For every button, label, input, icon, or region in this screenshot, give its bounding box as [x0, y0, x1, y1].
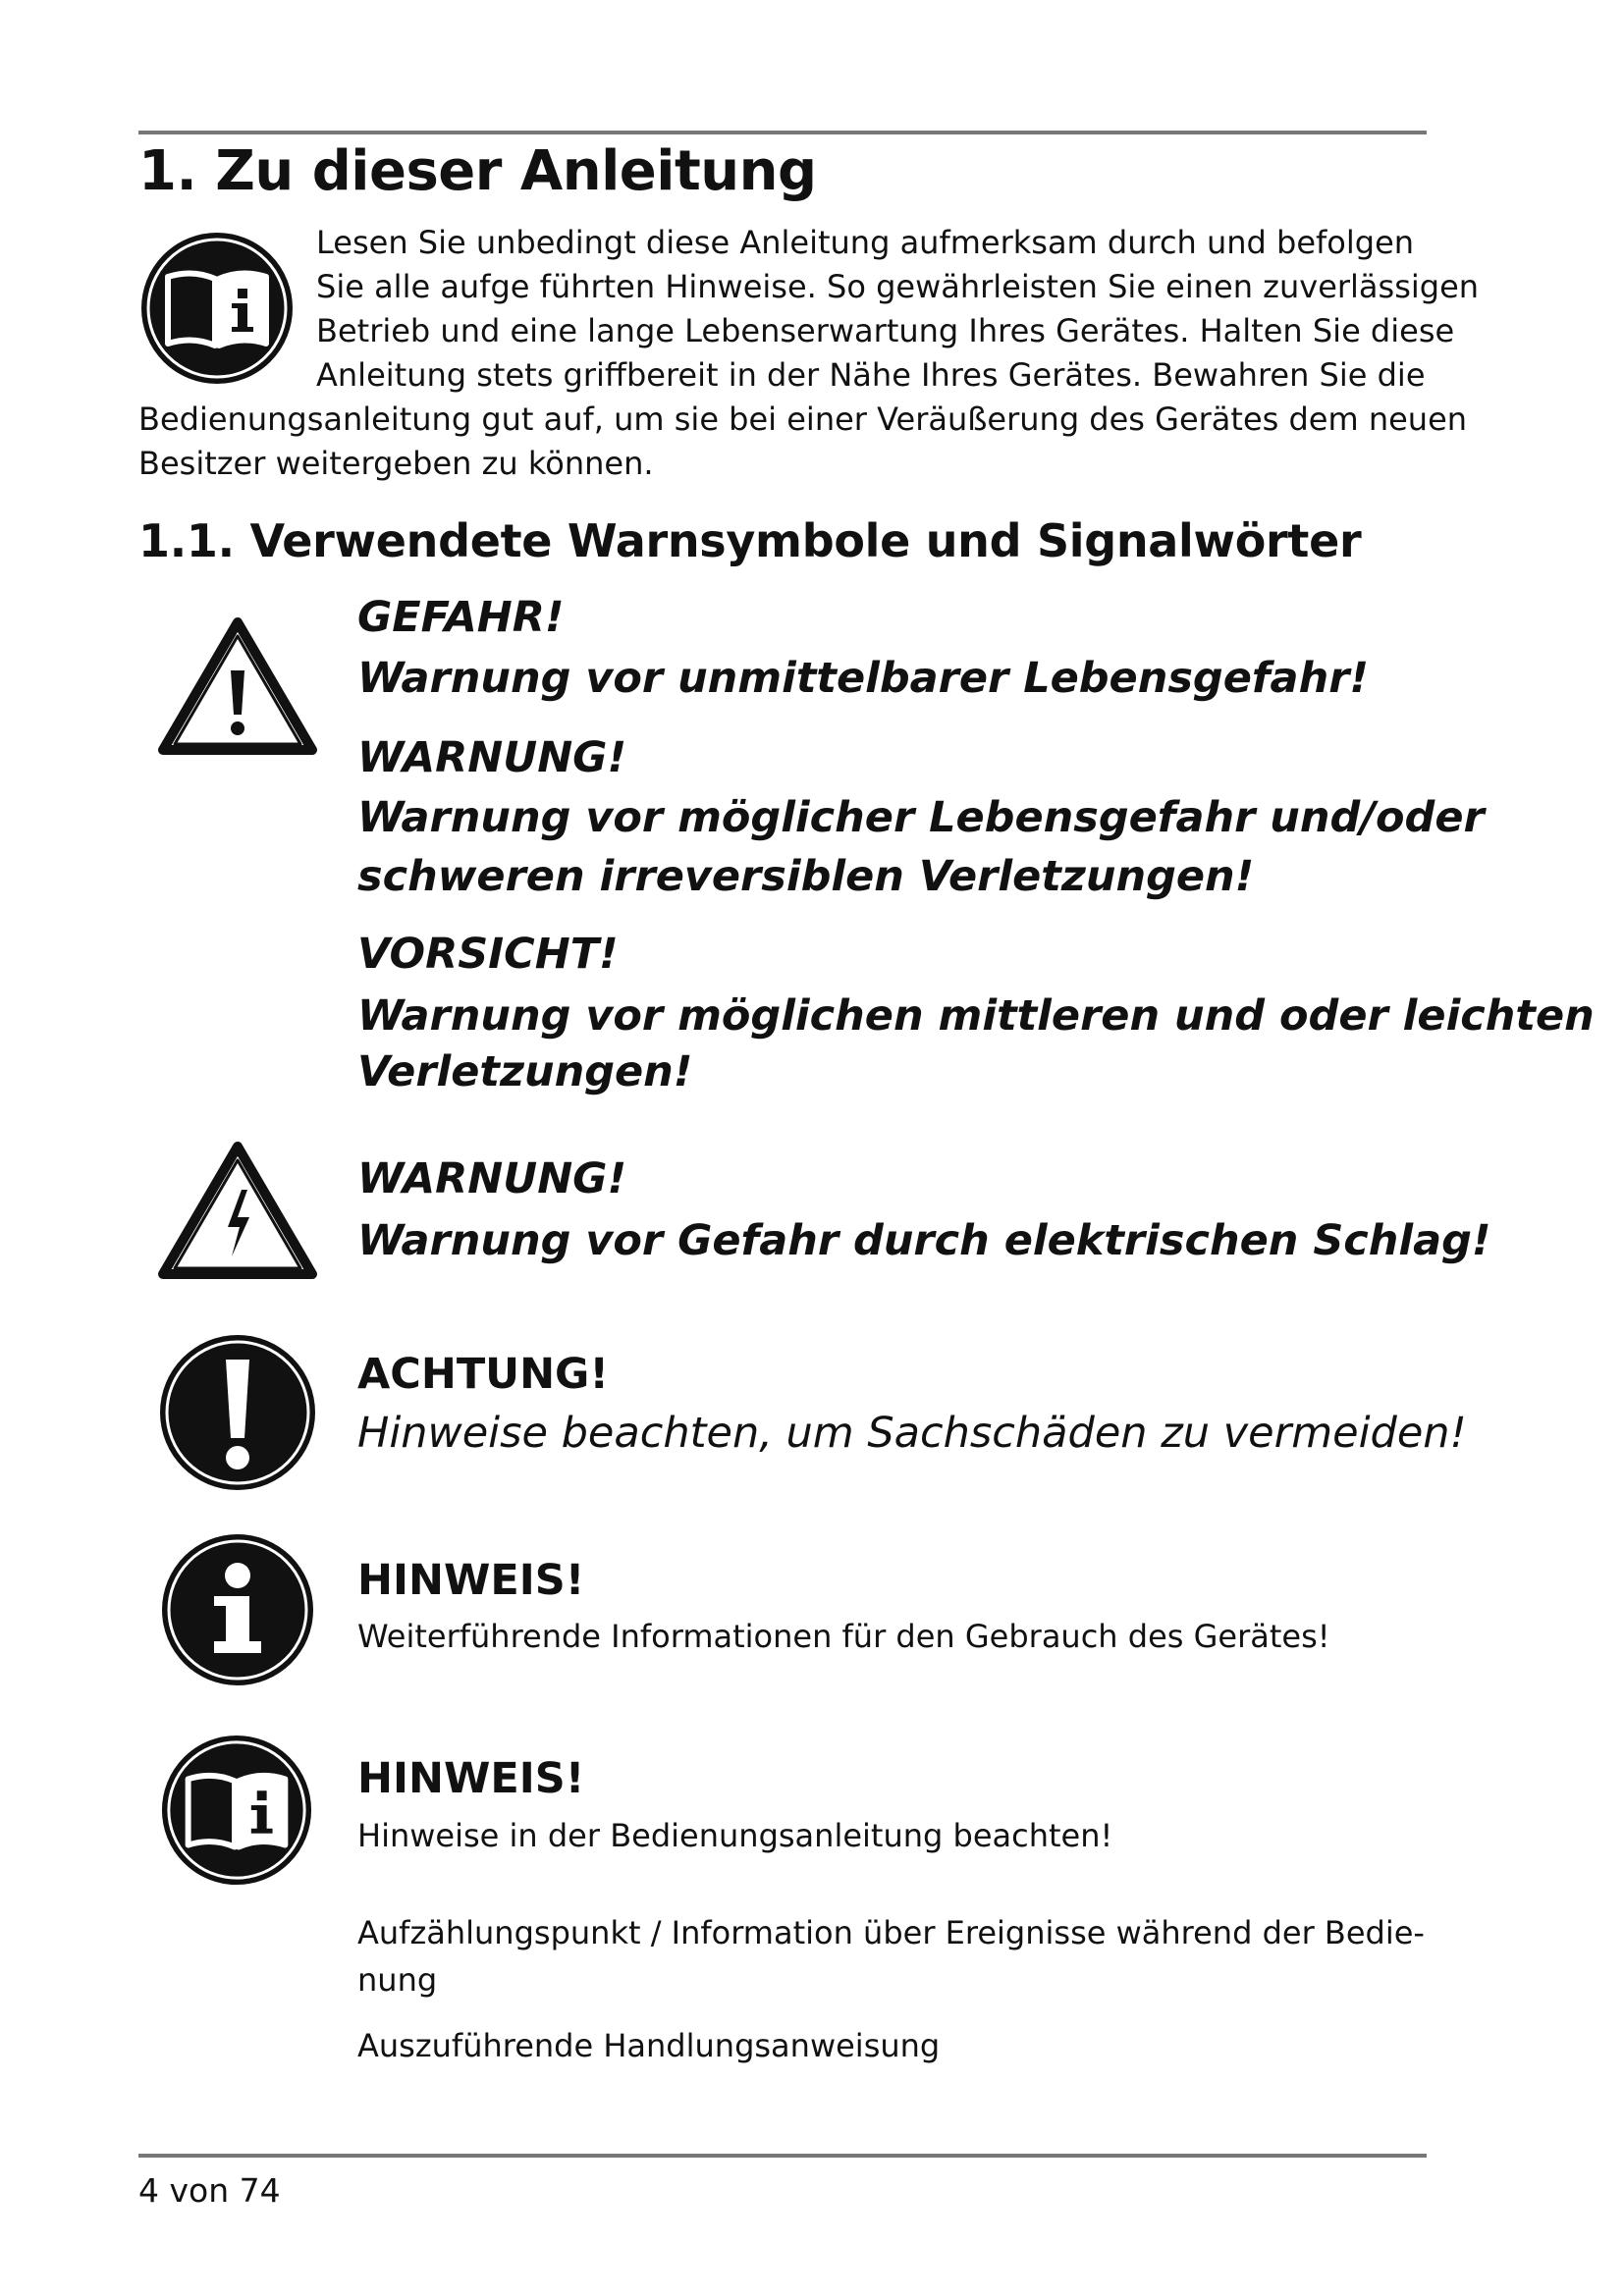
warnung-label: WARNUNG!	[357, 733, 627, 782]
intro-line-2: Sie alle aufge führten Hinweise. So gewährleisten Sie einen zuverlässigen	[316, 268, 1480, 305]
page-number: 4 von 74	[138, 2171, 281, 2210]
vorsicht-text-line1: Warnung vor möglichen mittleren und oder leichten	[357, 991, 1595, 1041]
hinweis-info-text: Weiterführende Informationen für den Gebrauch des Gerätes!	[357, 1618, 1330, 1655]
top-rule	[138, 131, 1427, 134]
subsection-title: 1.1. Verwendete Warnsymbole und Signalwörter	[138, 514, 1362, 567]
section-title: 1. Zu dieser Anleitung	[138, 139, 817, 203]
intro-line-4: Anleitung stets griffbereit in der Nähe Ihres Gerätes. Bewahren Sie die	[316, 356, 1426, 394]
hinweis-buch-text: Hinweise in der Bedienungsanleitung beachten!	[357, 1817, 1113, 1854]
intro-line-1: Lesen Sie unbedingt diese Anleitung aufmerksam durch und befolgen	[316, 224, 1415, 261]
warning-triangle-icon	[157, 616, 318, 756]
aufzaehlung-line1: Aufzählungspunkt / Information über Ereignisse während der Bedie-	[357, 1914, 1425, 1951]
intro-line-3: Betrieb und eine lange Lebenserwartung Ihres Gerätes. Halten Sie diese	[316, 312, 1455, 349]
intro-line-5: Bedienungsanleitung gut auf, um sie bei einer Veräußerung des Gerätes dem neuen	[138, 400, 1468, 438]
achtung-text: Hinweise beachten, um Sachschäden zu vermeiden!	[357, 1409, 1467, 1458]
info-icon	[159, 1531, 316, 1688]
warnung-text-line1: Warnung vor möglicher Lebensgefahr und/oder	[357, 793, 1485, 842]
vorsicht-label: VORSICHT!	[357, 930, 619, 979]
hinweis-info-label: HINWEIS!	[357, 1556, 585, 1605]
elektrisch-text: Warnung vor Gefahr durch elektrischen Schlag!	[357, 1216, 1491, 1265]
attention-icon	[157, 1332, 318, 1493]
handlung-text: Auszuführende Handlungsanweisung	[357, 2027, 941, 2064]
hinweis-buch-label: HINWEIS!	[357, 1754, 585, 1803]
warnung-text-line2: schweren irreversiblen Verletzungen!	[357, 852, 1255, 901]
electric-shock-icon	[157, 1141, 318, 1280]
gefahr-text: Warnung vor unmittelbarer Lebensgefahr!	[357, 654, 1370, 703]
elektrisch-label: WARNUNG!	[357, 1154, 627, 1203]
intro-line-6: Besitzer weitergeben zu können.	[138, 445, 654, 482]
bottom-rule	[138, 2154, 1427, 2158]
vorsicht-text-line2: Verletzungen!	[357, 1047, 693, 1096]
manual-book-icon-2	[159, 1733, 314, 1888]
aufzaehlung-line2: nung	[357, 1961, 438, 1999]
manual-book-icon	[138, 230, 296, 387]
gefahr-label: GEFAHR!	[357, 593, 565, 642]
achtung-label: ACHTUNG!	[357, 1350, 609, 1399]
